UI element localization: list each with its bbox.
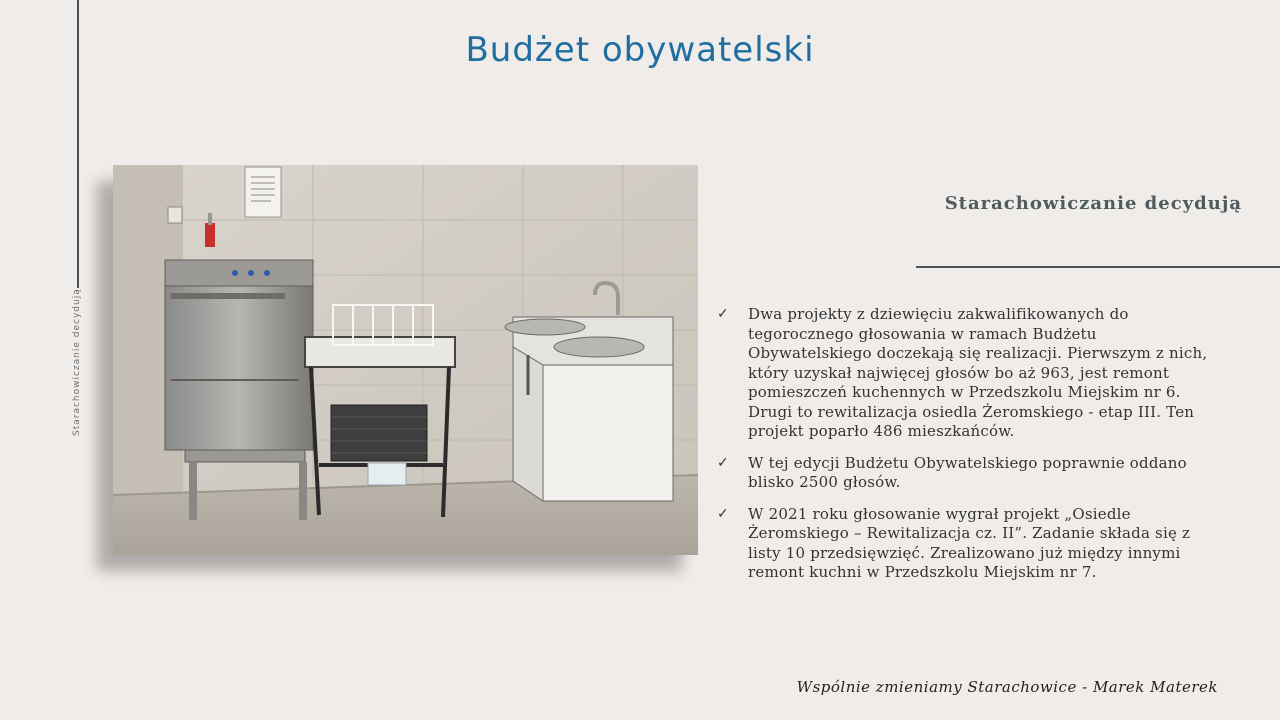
bullet-text: Dwa projekty z dziewięciu zakwalifikowanych do tegorocznego głosowania w ramach Budżetu Obywatelskiego doczekają się realizacji. Pierwszym z nich, który uzyskał najwięcej głosów bo aż 963, jest remont pomieszczeń kuchennych w Przedszkolu Miejskim nr 6. Drugi to rewitalizacja osiedla Żeromskiego - etap III. Ten projekt poparło 486 mieszkańców. [748, 305, 1208, 440]
bullet-text: W tej edycji Budżetu Obywatelskiego poprawnie oddano blisko 2500 głosów. [748, 453, 1187, 491]
kitchen-photo-illustration [113, 165, 698, 555]
page-title: Budżet obywatelski [465, 30, 815, 70]
slide-subtitle: Starachowiczanie decydują [944, 193, 1242, 214]
bullet-text: W 2021 roku głosowanie wygrał projekt „Osiedle Żeromskiego – Rewitalizacja cz. II”. Zadanie składa się z listy 10 przedsięwzięć. Zrealizowano już między innymi remont kuchni w Przedszkolu Miejskim nr 7. [748, 504, 1191, 581]
checkmark-icon: ✓ [717, 454, 729, 471]
footer-signature: Wspólnie zmieniamy Starachowice - Marek Materek [796, 678, 1218, 696]
list-item [717, 454, 1217, 493]
checkmark-icon: ✓ [717, 505, 729, 522]
bullet-list [717, 305, 1217, 595]
checkmark-icon: ✓ [717, 306, 729, 322]
kitchen-photo [113, 165, 698, 555]
list-item [717, 505, 1217, 583]
list-item [717, 305, 1217, 442]
horizontal-divider [916, 266, 1280, 268]
side-label: Starachowiczanie decydują [72, 288, 82, 436]
